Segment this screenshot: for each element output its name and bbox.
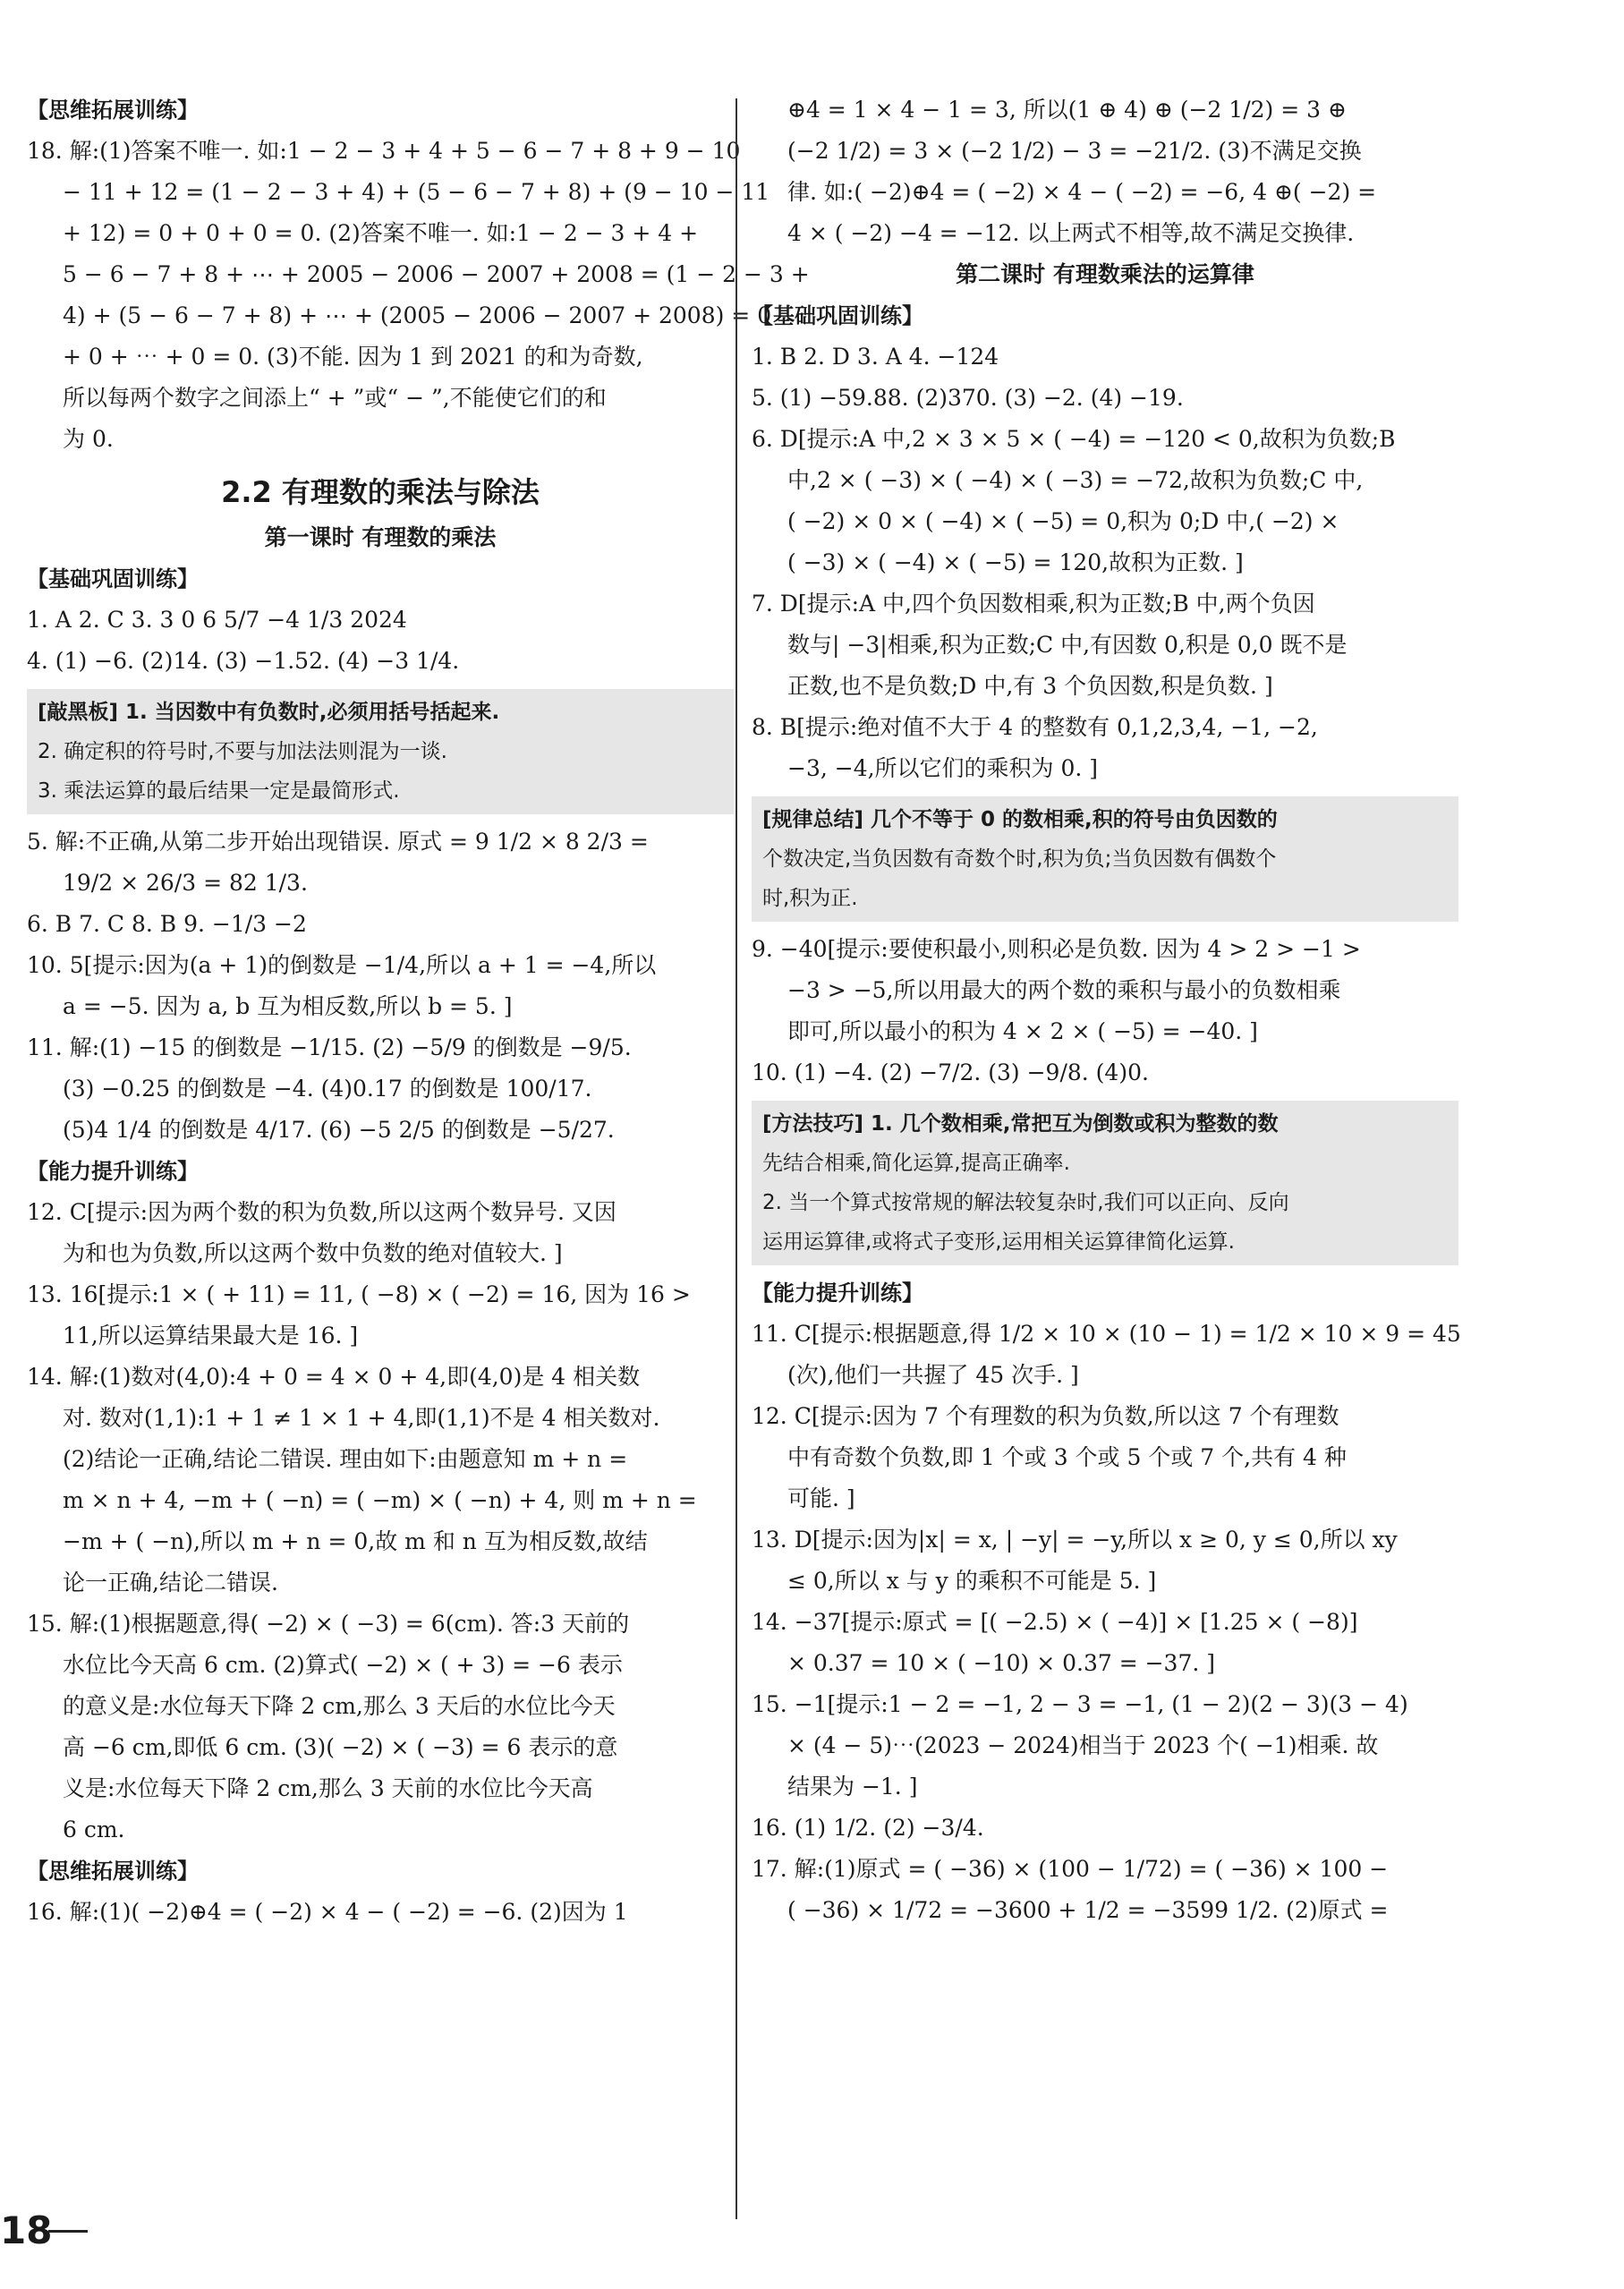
tip-line: [敲黑板] 1. 当因数中有负数时,必须用括号括起来. [38,701,500,724]
answer-line: 5. 解:不正确,从第二步开始出现错误. 原式 = 9 1/2 × 8 2/3 = [27,829,649,855]
answer-line: 6 cm. [63,1817,125,1842]
tip-box-blackboard [27,689,734,814]
tip-box-method [752,1101,1458,1265]
tip-line: 3. 乘法运算的最后结果一定是最简形式. [38,779,400,803]
answer-line: 论一正确,结论二错误. [63,1570,278,1595]
answer-line: 4) + (5 − 6 − 7 + 8) + ⋯ + (2005 − 2006 − 2007 + 2008) = 0 [63,302,772,328]
answer-line: ≤ 0,所以 x 与 y 的乘积不可能是 5. ] [787,1568,1157,1594]
answer-line: 15. −1[提示:1 − 2 = −1, 2 − 3 = −1, (1 − 2)(2 − 3)(3 − 4) [752,1691,1408,1717]
answer-line: 16. 解:(1)( −2)⊕4 = ( −2) × 4 − ( −2) = −6. (2)因为 1 [27,1899,628,1925]
answer-line: a = −5. 因为 a, b 互为相反数,所以 b = 5. ] [63,993,513,1019]
answer-line: −m + ( −n),所以 m + n = 0,故 m 和 n 互为相反数,故结 [63,1528,648,1554]
answer-line: 19/2 × 26/3 = 82 1/3. [63,870,308,896]
answer-line: 义是:水位每天下降 2 cm,那么 3 天前的水位比今天高 [63,1775,593,1801]
answer-line: 可能. ] [787,1485,855,1511]
tip-line: 运用运算律,或将式子变形,运用相关运算律简化运算. [762,1230,1235,1254]
heading-ability-training: 【能力提升训练】 [27,1159,199,1184]
answer-line: 13. 16[提示:1 × ( + 11) = 11, ( −8) × ( −2) = 16, 因为 16 > [27,1281,691,1307]
tip-line: 2. 当一个算式按常规的解法较复杂时,我们可以正向、反向 [762,1191,1289,1214]
section-title: 2.2 有理数的乘法与除法 [221,475,540,509]
answer-line: 11. 解:(1) −15 的倒数是 −1/15. (2) −5/9 的倒数是 −9/5. [27,1034,632,1060]
answer-line: 6. B 7. C 8. B 9. −1/3 −2 [27,911,307,937]
answer-line: × (4 − 5)⋯(2023 − 2024)相当于 2023 个( −1)相乘. 故 [787,1732,1379,1758]
heading-thinking-extension: 【思维拓展训练】 [27,98,199,123]
tip-line: 个数决定,当负因数有奇数个时,积为负;当负因数有偶数个 [762,847,1277,871]
answer-line: 7. D[提示:A 中,四个负因数相乘,积为正数;B 中,两个负因 [752,591,1315,617]
answer-line: 11,所以运算结果最大是 16. ] [63,1323,359,1349]
tip-line: 先结合相乘,简化运算,提高正确率. [762,1152,1070,1175]
answer-line: −3 > −5,所以用最大的两个数的乘积与最小的负数相乘 [787,977,1341,1003]
tip-line: [方法技巧] 1. 几个数相乘,常把互为倒数或积为整数的数 [762,1112,1279,1136]
heading-basic-training: 【基础巩固训练】 [27,566,199,591]
tip-line: 时,积为正. [762,887,858,910]
answer-line: − 11 + 12 = (1 − 2 − 3 + 4) + (5 − 6 − 7 + 8) + (9 − 10 − 11 [63,179,770,205]
answer-line: + 0 + ⋯ + 0 = 0. (3)不能. 因为 1 到 2021 的和为奇数, [63,344,643,370]
answer-line: 律. 如:( −2)⊕4 = ( −2) × 4 − ( −2) = −6, 4 ⊕( −2) = [787,179,1377,205]
answer-line: m × n + 4, −m + ( −n) = ( −m) × ( −n) + 4, 则 m + n = [63,1487,697,1513]
page-number-dash [48,2230,88,2233]
answer-line: 11. C[提示:根据题意,得 1/2 × 10 × (10 − 1) = 1/2 × 10 × 9 = 45 [752,1321,1461,1347]
answer-line: 8. B[提示:绝对值不大于 4 的整数有 0,1,2,3,4, −1, −2, [752,714,1318,740]
answer-line: 为和也为负数,所以这两个数中负数的绝对值较大. ] [63,1240,563,1266]
answer-line: 高 −6 cm,即低 6 cm. (3)( −2) × ( −3) = 6 表示的意 [63,1734,618,1760]
heading-basic-training: 【基础巩固训练】 [752,303,923,328]
right-column [752,89,1461,1931]
answer-line: 14. −37[提示:原式 = [( −2.5) × ( −4)] × [1.25 × ( −8)] [752,1609,1358,1635]
heading-ability-training: 【能力提升训练】 [752,1281,923,1306]
answer-line: (3) −0.25 的倒数是 −4. (4)0.17 的倒数是 100/17. [63,1076,592,1102]
answer-line: 4 × ( −2) −4 = −12. 以上两式不相等,故不满足交换律. [787,220,1355,246]
answer-line: 水位比今天高 6 cm. (2)算式( −2) × ( + 3) = −6 表示 [63,1652,623,1678]
answer-line: 16. (1) 1/2. (2) −3/4. [752,1815,984,1841]
answer-line: 对. 数对(1,1):1 + 1 ≠ 1 × 1 + 4,即(1,1)不是 4 相关数对. [63,1405,660,1431]
answer-line: + 12) = 0 + 0 + 0 = 0. (2)答案不唯一. 如:1 − 2 − 3 + 4 + [63,220,699,246]
tip-line: [规律总结] 几个不等于 0 的数相乘,积的符号由负因数的 [762,808,1278,831]
answer-line: 5 − 6 − 7 + 8 + ⋯ + 2005 − 2006 − 2007 + 2008 = (1 − 2 − 3 + [63,261,810,287]
answer-line: (5)4 1/4 的倒数是 4/17. (6) −5 2/5 的倒数是 −5/27. [63,1117,615,1143]
answer-line: × 0.37 = 10 × ( −10) × 0.37 = −37. ] [787,1650,1216,1676]
answer-line: ⊕4 = 1 × 4 − 1 = 3, 所以(1 ⊕ 4) ⊕ (−2 1/2) = 3 ⊕ [787,97,1347,123]
answer-line: 数与| −3|相乘,积为正数;C 中,有因数 0,积是 0,0 既不是 [787,632,1348,658]
page-number: 18 [0,2208,53,2252]
answer-line: 所以每两个数字之间添上“ + ”或“ − ”,不能使它们的和 [63,385,607,411]
answer-line: (次),他们一共握了 45 次手. ] [787,1362,1079,1388]
answer-line: 正数,也不是负数;D 中,有 3 个负因数,积是负数. ] [787,673,1273,699]
answer-line: 12. C[提示:因为 7 个有理数的积为负数,所以这 7 个有理数 [752,1403,1339,1429]
lesson-title: 第一课时 有理数的乘法 [264,524,497,550]
answer-line: 18. 解:(1)答案不唯一. 如:1 − 2 − 3 + 4 + 5 − 6 − 7 + 8 + 9 − 10 [27,138,741,164]
answer-line: 15. 解:(1)根据题意,得( −2) × ( −3) = 6(cm). 答:3 天前的 [27,1611,630,1637]
answer-line: 1. B 2. D 3. A 4. −124 [752,344,999,370]
answer-line: 17. 解:(1)原式 = ( −36) × (100 − 1/72) = ( −36) × 100 − [752,1856,1389,1882]
answer-line: ( −36) × 1/72 = −3600 + 1/2 = −3599 1/2. (2)原式 = [787,1897,1389,1923]
answer-line: 9. −40[提示:要使积最小,则积必是负数. 因为 4 > 2 > −1 > [752,936,1361,962]
answer-line: −3, −4,所以它们的乘积为 0. ] [787,755,1099,781]
answer-line: 10. 5[提示:因为(a + 1)的倒数是 −1/4,所以 a + 1 = −4,所以 [27,952,657,978]
answer-line: 的意义是:水位每天下降 2 cm,那么 3 天后的水位比今天 [63,1693,616,1719]
answer-line: 即可,所以最小的积为 4 × 2 × ( −5) = −40. ] [787,1018,1258,1044]
answer-line: ( −3) × ( −4) × ( −5) = 120,故积为正数. ] [787,549,1244,575]
lesson-title: 第二课时 有理数乘法的运算律 [956,261,1254,287]
answer-line: 5. (1) −59.88. (2)370. (3) −2. (4) −19. [752,385,1184,411]
answer-line: 4. (1) −6. (2)14. (3) −1.52. (4) −3 1/4. [27,648,460,674]
answer-line: 结果为 −1. ] [787,1774,918,1800]
tip-line: 2. 确定积的符号时,不要与加法法则混为一谈. [38,740,447,763]
answer-line: 10. (1) −4. (2) −7/2. (3) −9/8. (4)0. [752,1059,1149,1085]
answer-line: 6. D[提示:A 中,2 × 3 × 5 × ( −4) = −120 < 0,故积为负数;B [752,426,1396,452]
heading-thinking-extension: 【思维拓展训练】 [27,1859,199,1884]
answer-line: 12. C[提示:因为两个数的积为负数,所以这两个数异号. 又因 [27,1199,616,1225]
answer-line: 13. D[提示:因为|x| = x, | −y| = −y,所以 x ≥ 0, y ≤ 0,所以 xy [752,1527,1398,1553]
answer-line: 中有奇数个负数,即 1 个或 3 个或 5 个或 7 个,共有 4 种 [787,1444,1347,1470]
column-divider [735,98,737,2219]
answer-line: 中,2 × ( −3) × ( −4) × ( −3) = −72,故积为负数;C 中, [787,467,1364,493]
answer-line: (2)结论一正确,结论二错误. 理由如下:由题意知 m + n = [63,1446,628,1472]
answer-line: ( −2) × 0 × ( −4) × ( −5) = 0,积为 0;D 中,( −2) × [787,508,1339,534]
answer-line: 14. 解:(1)数对(4,0):4 + 0 = 4 × 0 + 4,即(4,0)是 4 相关数 [27,1364,641,1390]
answer-line: (−2 1/2) = 3 × (−2 1/2) − 3 = −21/2. (3)不满足交换 [787,138,1362,164]
answer-line: 1. A 2. C 3. 3 0 6 5/7 −4 1/3 2024 [27,607,407,633]
tip-box-rule-summary [752,796,1458,922]
answer-line: 为 0. [63,426,114,452]
